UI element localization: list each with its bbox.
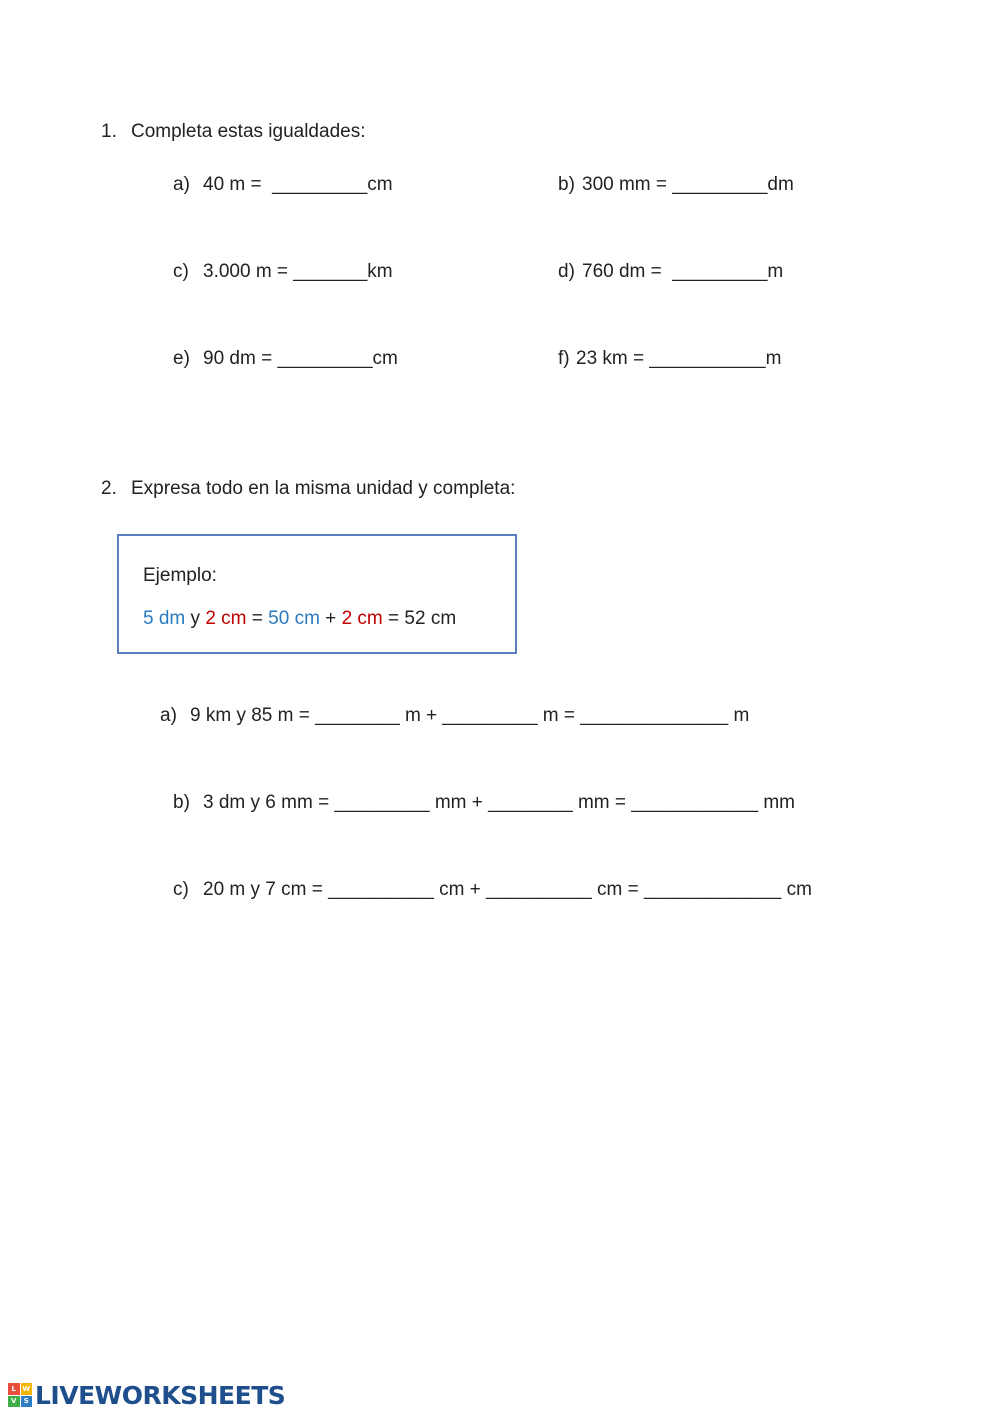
question-2-title: Expresa todo en la misma unidad y completa: — [131, 478, 516, 499]
logo-mark-cell: W — [22, 1384, 31, 1393]
logo-text: LIVEWORKSHEETS — [35, 1380, 286, 1410]
example-part-dm: 5 dm — [143, 608, 186, 629]
logo-mark-cell: V — [8, 1396, 20, 1408]
example-eq1: = — [246, 608, 269, 629]
q2-item-c-letter: c) — [173, 879, 189, 900]
example-label: Ejemplo: — [143, 565, 217, 586]
example-part-cm: 2 cm — [205, 608, 247, 629]
q1-item-b-letter: b) — [558, 174, 575, 195]
question-2-number: 2. — [101, 478, 117, 499]
q1-item-c-text[interactable]: 3.000 m = _______km — [203, 261, 393, 282]
example-result: = 52 cm — [382, 608, 457, 629]
q1-item-a-text[interactable]: 40 m = _________cm — [203, 174, 393, 195]
q1-item-f-letter: f) — [558, 348, 570, 369]
example-part-dm-converted: 50 cm — [268, 608, 320, 629]
logo-mark-cell: S — [21, 1396, 33, 1408]
q2-item-c-text[interactable]: 20 m y 7 cm = __________ cm + __________ cm = _____________ cm — [203, 879, 812, 900]
q2-item-a-letter: a) — [160, 705, 177, 726]
q1-item-d-text[interactable]: 760 dm = _________m — [582, 261, 784, 282]
example-plus: + — [319, 608, 342, 629]
logo-mark-cell: L — [8, 1383, 20, 1395]
q1-item-b-text[interactable]: 300 mm = _________dm — [582, 174, 794, 195]
example-box — [117, 534, 517, 654]
q1-item-c-letter: c) — [173, 261, 189, 282]
q2-item-a-text[interactable]: 9 km y 85 m = ________ m + _________ m = ______________ m — [190, 705, 750, 726]
liveworksheets-logo — [8, 1381, 285, 1409]
q1-item-a-letter: a) — [173, 174, 190, 195]
example-equation — [143, 609, 456, 628]
q2-item-b-text[interactable]: 3 dm y 6 mm = _________ mm + ________ mm = ____________ mm — [203, 792, 795, 813]
q1-item-e-letter: e) — [173, 348, 190, 369]
example-y: y — [185, 608, 206, 629]
q2-item-b-letter: b) — [173, 792, 190, 813]
q1-item-f-text[interactable]: 23 km = ___________m — [576, 348, 782, 369]
logo-mark-icon — [8, 1383, 32, 1407]
q1-item-d-letter: d) — [558, 261, 575, 282]
question-1-title: Completa estas igualdades: — [131, 121, 366, 142]
question-1-number: 1. — [101, 121, 117, 142]
q1-item-e-text[interactable]: 90 dm = _________cm — [203, 348, 398, 369]
example-part-cm-repeat: 2 cm — [341, 608, 383, 629]
